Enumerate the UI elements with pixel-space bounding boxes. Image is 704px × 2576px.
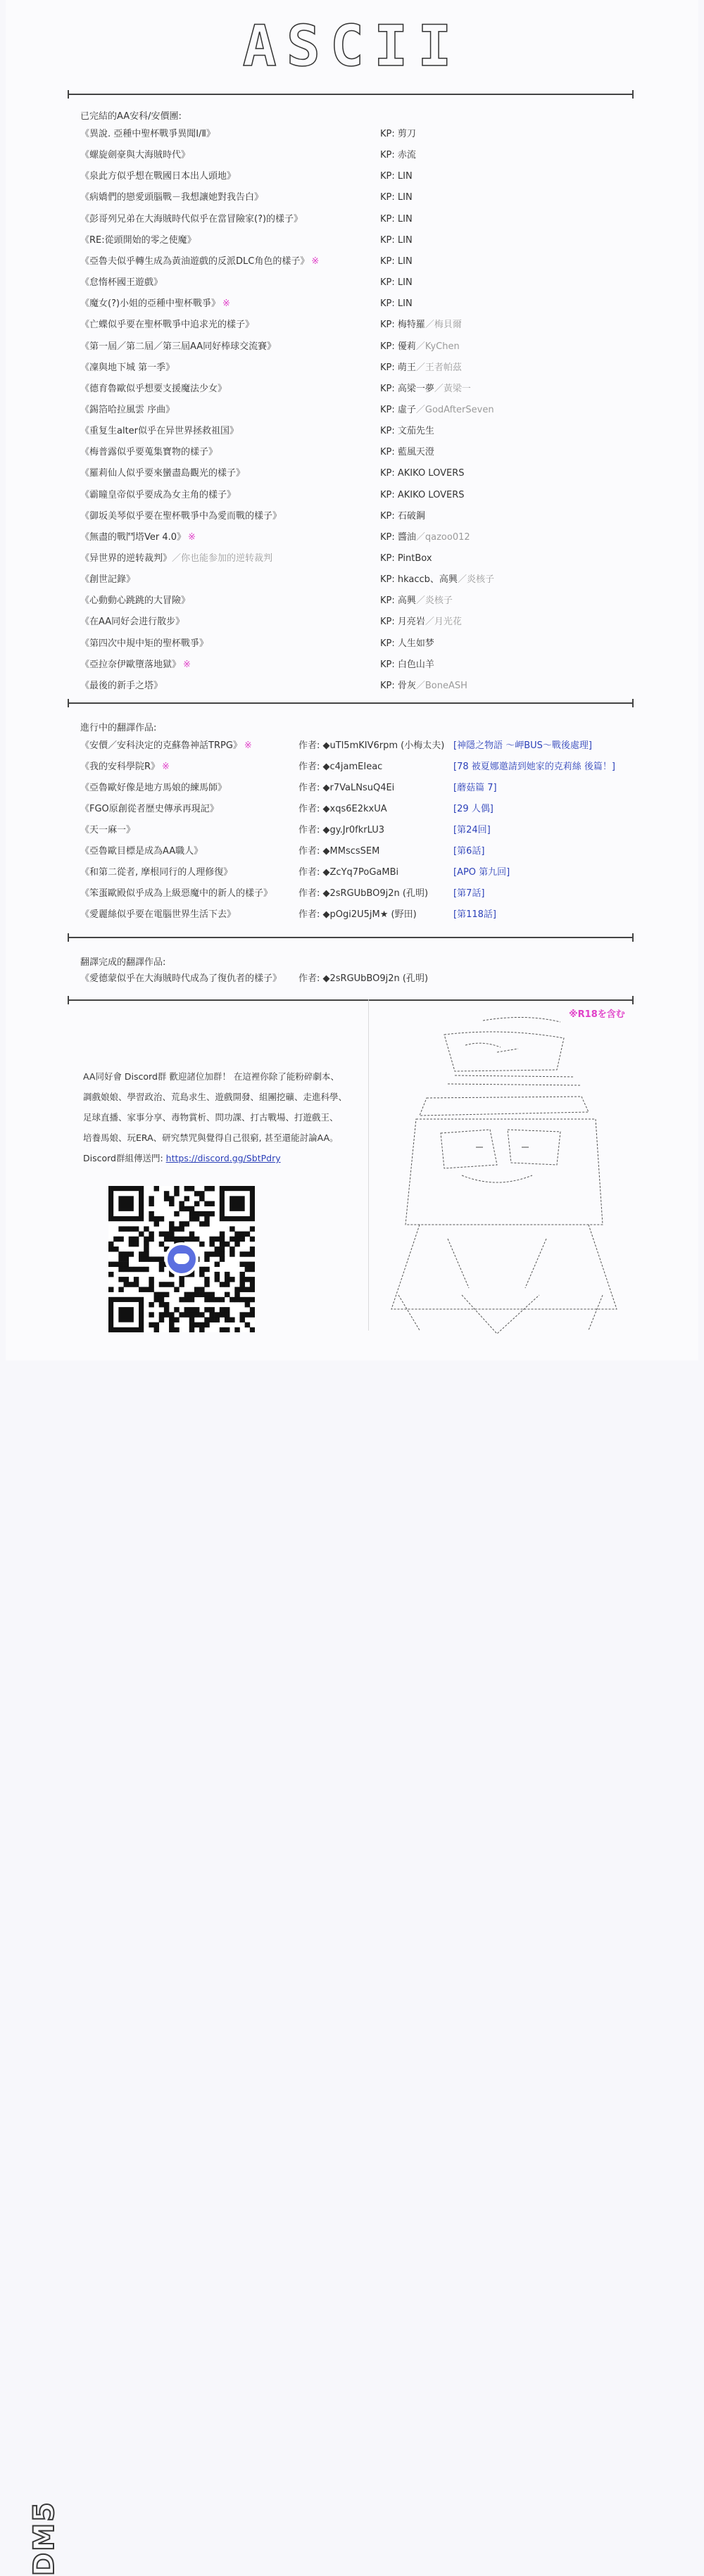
work-title-text[interactable]: 《彭哥列兄弟在大海賊時代似乎在當冒險家(?)的樣子》	[80, 213, 303, 225]
work-title	[80, 339, 276, 355]
list-item	[80, 233, 636, 248]
r18-mark: ※	[162, 762, 170, 772]
kp-alt: ／qazoo012	[415, 531, 470, 543]
kp-name	[380, 296, 413, 312]
work-title	[80, 678, 163, 694]
work-title-text[interactable]: 《無盡的戰鬥塔Ver 4.0》	[80, 531, 187, 543]
work-title-text[interactable]: 《重复生alter似乎在异世界拯救祖国》	[80, 426, 239, 437]
kp-text: KP: 人生如梦	[380, 638, 434, 649]
kp-name	[380, 148, 416, 163]
work-title	[80, 593, 190, 609]
work-title	[80, 127, 215, 142]
list-item	[80, 802, 636, 817]
kp-text: KP: 文茄先生	[380, 426, 434, 437]
work-title	[80, 212, 303, 227]
divider	[68, 999, 634, 1001]
completed-section-title: 已完結的AA安科/安價團:	[80, 111, 182, 122]
ascii-art-character	[377, 1014, 631, 1337]
list-item	[80, 781, 636, 796]
work-title	[80, 844, 203, 859]
kp-text: KP: 萌王	[380, 362, 416, 373]
discord-logo-icon	[165, 1242, 199, 1276]
kp-text: KP: 梅特羅	[380, 320, 425, 331]
list-item	[80, 254, 636, 270]
kp-name	[380, 275, 413, 291]
kp-text: KP: 月亮岩	[380, 617, 425, 628]
kp-name	[380, 127, 416, 142]
r18-mark: ※	[311, 255, 320, 267]
list-item	[80, 148, 636, 163]
kp-alt: ／BoneASH	[415, 680, 467, 691]
list-item	[80, 317, 636, 333]
kp-alt: ／王者帕茲	[415, 362, 462, 373]
work-title	[80, 296, 230, 312]
work-title	[80, 148, 190, 163]
latest-chapter-link[interactable]: [第7話]	[453, 888, 485, 899]
list-item	[80, 127, 636, 142]
work-title-text[interactable]: 《梅普露似乎要蒐集寶物的樣子》	[80, 447, 218, 458]
r18-mark: ※	[222, 298, 230, 310]
work-title-text[interactable]: 《錫箔哈拉風雲 序曲》	[80, 404, 175, 415]
work-title	[80, 360, 175, 376]
work-title-text[interactable]: 《安價／安科決定的克蘇魯神話TRPG》	[80, 740, 242, 751]
list-item	[80, 190, 636, 206]
kp-alt: ／炎核子	[457, 574, 494, 586]
kp-alt: ／GodAfterSeven	[415, 404, 494, 415]
divider	[68, 937, 634, 938]
work-title-text[interactable]: 《和第二從者, 摩根同行的人理修復》	[80, 867, 233, 878]
work-title	[80, 759, 170, 775]
kp-name	[380, 509, 425, 524]
list-item	[80, 844, 636, 859]
work-title	[80, 738, 252, 754]
kp-text: KP: LIN	[380, 171, 413, 182]
work-title	[80, 823, 135, 838]
author: 作者: ◆r7VaLNsuQ4Ei	[298, 783, 395, 793]
work-title	[80, 886, 272, 902]
list-item	[80, 424, 636, 439]
list-item	[80, 296, 636, 312]
work-title	[80, 275, 163, 291]
author: 作者: ◆ZcYq7PoGaMBi	[298, 867, 399, 878]
author: 作者: ◆uTl5mKIV6rpm (小梅太夫)	[298, 740, 445, 751]
list-item	[80, 445, 636, 460]
work-title-text[interactable]: 《异世界的逆转裁判》	[80, 553, 172, 564]
r18-mark: ※	[183, 659, 191, 670]
kp-text: KP: LIN	[380, 255, 413, 267]
work-title[interactable]: 《愛德蒙似乎在大海賊時代成為了復仇者的樣子》	[80, 973, 282, 984]
latest-chapter-link[interactable]: [第24回]	[453, 825, 491, 835]
list-item	[80, 169, 636, 184]
list-item	[80, 275, 636, 291]
kp-text: KP: hkaccb、高興	[380, 574, 458, 586]
work-title-text[interactable]: 《亞拉奈伊歐墮落地獄》	[80, 659, 182, 670]
kp-name	[380, 381, 471, 397]
kp-name	[380, 572, 494, 588]
work-title-text[interactable]: 《亡蝶似乎要在聖杯戰爭中追求光的樣子》	[80, 320, 255, 331]
kp-alt: ／梅貝爾	[425, 320, 462, 331]
site-logo-text: DM5	[28, 2501, 61, 2576]
kp-name	[380, 233, 413, 248]
discord-qr-code	[108, 1186, 255, 1332]
list-item	[80, 865, 636, 880]
work-title-text[interactable]: 《羅莉仙人似乎要來蠻盡島觀光的樣子》	[80, 468, 246, 479]
list-item	[80, 339, 636, 355]
kp-name	[380, 360, 462, 376]
kp-text: KP: 剪刀	[380, 129, 416, 139]
kp-name	[380, 636, 434, 652]
work-title	[80, 445, 218, 460]
list-item	[80, 551, 636, 567]
work-title-text[interactable]: 《霸瞳皇帝似乎要成為女主角的樣子》	[80, 489, 237, 500]
list-item	[80, 381, 636, 397]
work-title-text[interactable]: 《愛麗絲似乎要在電腦世界生活下去》	[80, 909, 237, 920]
latest-chapter-link[interactable]: [第118話]	[453, 909, 496, 920]
work-title-text[interactable]: 《FGO原創從者歷史傳承再現記》	[80, 804, 219, 814]
work-title	[80, 636, 208, 652]
kp-text: KP: 白色山羊	[380, 659, 434, 670]
latest-chapter-link[interactable]: [29 人偶]	[453, 804, 494, 814]
work-title-text[interactable]: 《德育魯歐似乎想要支援魔法少女》	[80, 383, 227, 394]
work-title	[80, 551, 272, 567]
work-title-text[interactable]: 《創世記錄》	[80, 574, 136, 586]
work-title-text[interactable]: 《心動動心跳跳的大冒險》	[80, 595, 191, 607]
work-title-alt: ／你也能参加的逆转裁判	[172, 553, 273, 564]
work-title	[80, 317, 254, 333]
kp-name	[380, 488, 464, 503]
work-title	[80, 865, 232, 880]
list-item	[80, 212, 636, 227]
list-item	[80, 657, 636, 673]
discord-portal	[83, 1148, 365, 1168]
kp-text: KP: LIN	[380, 213, 413, 225]
divider	[68, 94, 634, 95]
work-title	[80, 907, 236, 923]
kp-text: KP: 赤流	[380, 150, 416, 161]
kp-name	[380, 593, 453, 609]
kp-name	[380, 190, 413, 206]
list-item	[80, 971, 636, 987]
work-title	[80, 657, 191, 673]
work-title-text[interactable]: 《凜與地下城 第一季》	[80, 362, 175, 373]
kp-text: KP: PintBox	[380, 553, 432, 564]
kp-alt: ／KyChen	[415, 341, 460, 352]
work-title	[80, 614, 184, 630]
work-title-text[interactable]: 《病嬌們的戀愛頭腦戰－我想讓她對我告白》	[80, 192, 264, 203]
work-title	[80, 381, 227, 397]
work-title-text[interactable]: 《RE:從頭開始的零之使魔》	[80, 234, 196, 246]
kp-text: KP: 高興	[380, 595, 416, 607]
list-item	[80, 907, 636, 923]
kp-text: KP: 石破鋼	[380, 510, 425, 522]
latest-chapter-link[interactable]: [78 被夏娜邀請到她家的克莉絲 後篇！]	[453, 762, 615, 772]
kp-text: KP: AKIKO LOVERS	[380, 489, 465, 500]
list-item	[80, 738, 636, 754]
list-item	[80, 593, 636, 609]
r18-mark: ※	[244, 740, 252, 751]
list-item	[80, 572, 636, 588]
author: 作者: ◆2sRGUbBO9j2n (孔明)	[298, 973, 429, 984]
work-title	[80, 509, 282, 524]
divider	[68, 702, 634, 704]
kp-text: KP: 虛子	[380, 404, 416, 415]
work-title-text[interactable]: 《亞魯夫似乎轉生成為黃油遊戲的反派DLC角色的樣子》	[80, 255, 310, 267]
kp-text: KP: LIN	[380, 234, 413, 246]
list-item	[80, 530, 636, 545]
author: 作者: ◆2sRGUbBO9j2n (孔明)	[298, 888, 429, 899]
kp-name	[380, 254, 413, 270]
discord-line: 足球直播、家事分享、毒物賞析、問功課、打古戰場、打遊戲王、	[83, 1112, 339, 1123]
latest-chapter-link[interactable]: [蘑菇篇 7]	[453, 783, 497, 793]
kp-name	[380, 445, 434, 460]
work-title	[80, 802, 219, 817]
latest-chapter-link[interactable]: [神隱之物語 ～岬BUS～戰後處理]	[453, 740, 592, 751]
work-title	[80, 424, 239, 439]
kp-name	[380, 530, 470, 545]
work-title-text[interactable]: 《怠惰杯國王遊戲》	[80, 277, 163, 289]
kp-text: KP: AKIKO LOVERS	[380, 468, 465, 479]
work-title-text[interactable]: 《天一麻一》	[80, 825, 136, 835]
list-item	[80, 403, 636, 418]
kp-text: KP: 醬油	[380, 531, 416, 543]
work-title-text[interactable]: 《泉此方似乎想在戰國日本出人頭地》	[80, 171, 237, 182]
work-title	[80, 403, 175, 418]
work-title	[80, 233, 196, 248]
work-title-text[interactable]: 《異說. 亞種中聖杯戰爭異聞Ⅰ/Ⅱ》	[80, 129, 215, 139]
page	[6, 0, 698, 2576]
kp-text: KP: 藍風天澄	[380, 447, 434, 458]
work-title	[80, 572, 135, 588]
finished-section-title: 翻譯完成的翻譯作品:	[80, 957, 166, 968]
kp-name	[380, 403, 494, 418]
work-title-text[interactable]: 《御坂美琴似乎要在聖杯戰爭中為愛而戰的樣子》	[80, 510, 282, 522]
work-title	[80, 530, 196, 545]
kp-name	[380, 678, 467, 694]
discord-line: AA同好會 Discord群 歡迎諸位加群！ 在這裡你除了能粉碎劇本、	[83, 1071, 339, 1082]
kp-text: KP: 骨灰	[380, 680, 416, 691]
work-title-text[interactable]: 《第四次中規中矩的聖杯戰爭》	[80, 638, 209, 649]
latest-chapter-link[interactable]: [第6話]	[453, 846, 485, 857]
author: 作者: ◆gy.Jr0fkrLU3	[298, 825, 385, 835]
kp-name	[380, 551, 432, 567]
kp-alt: ／炎核子	[415, 595, 453, 607]
discord-line: 培養馬娘、玩ERA、研究禁咒與覺得自己很窮, 甚至還能討論AA。	[83, 1132, 339, 1143]
r18-note: ※R18を含む	[569, 1009, 625, 1020]
dotted-separator	[368, 999, 369, 1330]
work-title	[80, 254, 319, 270]
kp-text: KP: LIN	[380, 277, 413, 289]
work-title-text[interactable]: 《笨蛋歐殿似乎成為上級惡魔中的新人的樣子》	[80, 888, 273, 899]
list-item	[80, 678, 636, 694]
kp-text: KP: LIN	[380, 298, 413, 310]
r18-mark: ※	[188, 531, 196, 543]
banner-title: ASCII	[242, 13, 462, 79]
kp-alt: ／月光花	[425, 617, 462, 628]
discord-promo	[83, 1066, 365, 1168]
kp-name	[380, 614, 462, 630]
kp-text: KP: LIN	[380, 192, 413, 203]
list-item	[80, 360, 636, 376]
list-item	[80, 466, 636, 481]
site-logo	[18, 1246, 61, 2576]
ascii-banner	[6, 13, 698, 79]
discord-line: 調戲娘娘、學習政治、荒島求生、遊戲開發、組團挖礦、走進科學、	[83, 1092, 348, 1102]
kp-text: KP: 優莉	[380, 341, 416, 352]
discord-invite-link[interactable]: https://discord.gg/SbtPdry	[165, 1153, 281, 1163]
kp-name	[380, 339, 460, 355]
author: 作者: ◆MMscsSEM	[298, 846, 380, 857]
work-title	[80, 488, 236, 503]
kp-name	[380, 466, 464, 481]
latest-chapter-link[interactable]: [APO 第九回]	[453, 867, 510, 878]
work-title	[80, 190, 263, 206]
author: 作者: ◆pOgi2U5jM★ (野田)	[298, 909, 417, 920]
list-item	[80, 614, 636, 630]
list-item	[80, 636, 636, 652]
kp-name	[380, 424, 434, 439]
list-item	[80, 886, 636, 902]
work-title-text[interactable]: 《最後的新手之塔》	[80, 680, 163, 691]
list-item	[80, 488, 636, 503]
list-item	[80, 759, 636, 775]
work-title-text[interactable]: 《亞魯歐好像是地方馬娘的練馬師》	[80, 783, 227, 793]
author: 作者: ◆xqs6E2kxUA	[298, 804, 387, 814]
kp-alt: ／黃梁一	[434, 383, 471, 394]
work-title-text[interactable]: 《魔女(?)小姐的亞種中聖杯戰爭》	[80, 298, 221, 310]
work-title	[80, 781, 227, 796]
list-item	[80, 823, 636, 838]
list-item	[80, 509, 636, 524]
work-title-text[interactable]: 《螺旋劍豪與大海賊時代》	[80, 150, 191, 161]
kp-name	[380, 317, 462, 333]
discord-portal-label: Discord群組傳送門:	[83, 1153, 166, 1163]
kp-name	[380, 657, 434, 673]
work-title-text[interactable]: 《第一屆／第二屆／第三屆AA同好棒球交流賽》	[80, 341, 277, 352]
kp-name	[380, 169, 413, 184]
work-title-text[interactable]: 《我的安科學院R》	[80, 762, 161, 772]
kp-text: KP: 高梁一夢	[380, 383, 434, 394]
author: 作者: ◆c4jamEIeac	[298, 762, 383, 772]
work-title	[80, 169, 236, 184]
ongoing-section-title: 進行中的翻譯作品:	[80, 723, 157, 733]
work-title-text[interactable]: 《在AA同好会进行散步》	[80, 617, 185, 628]
kp-name	[380, 212, 413, 227]
work-title	[80, 466, 245, 481]
work-title-text[interactable]: 《亞魯歐目標是成為AA職人》	[80, 846, 203, 857]
